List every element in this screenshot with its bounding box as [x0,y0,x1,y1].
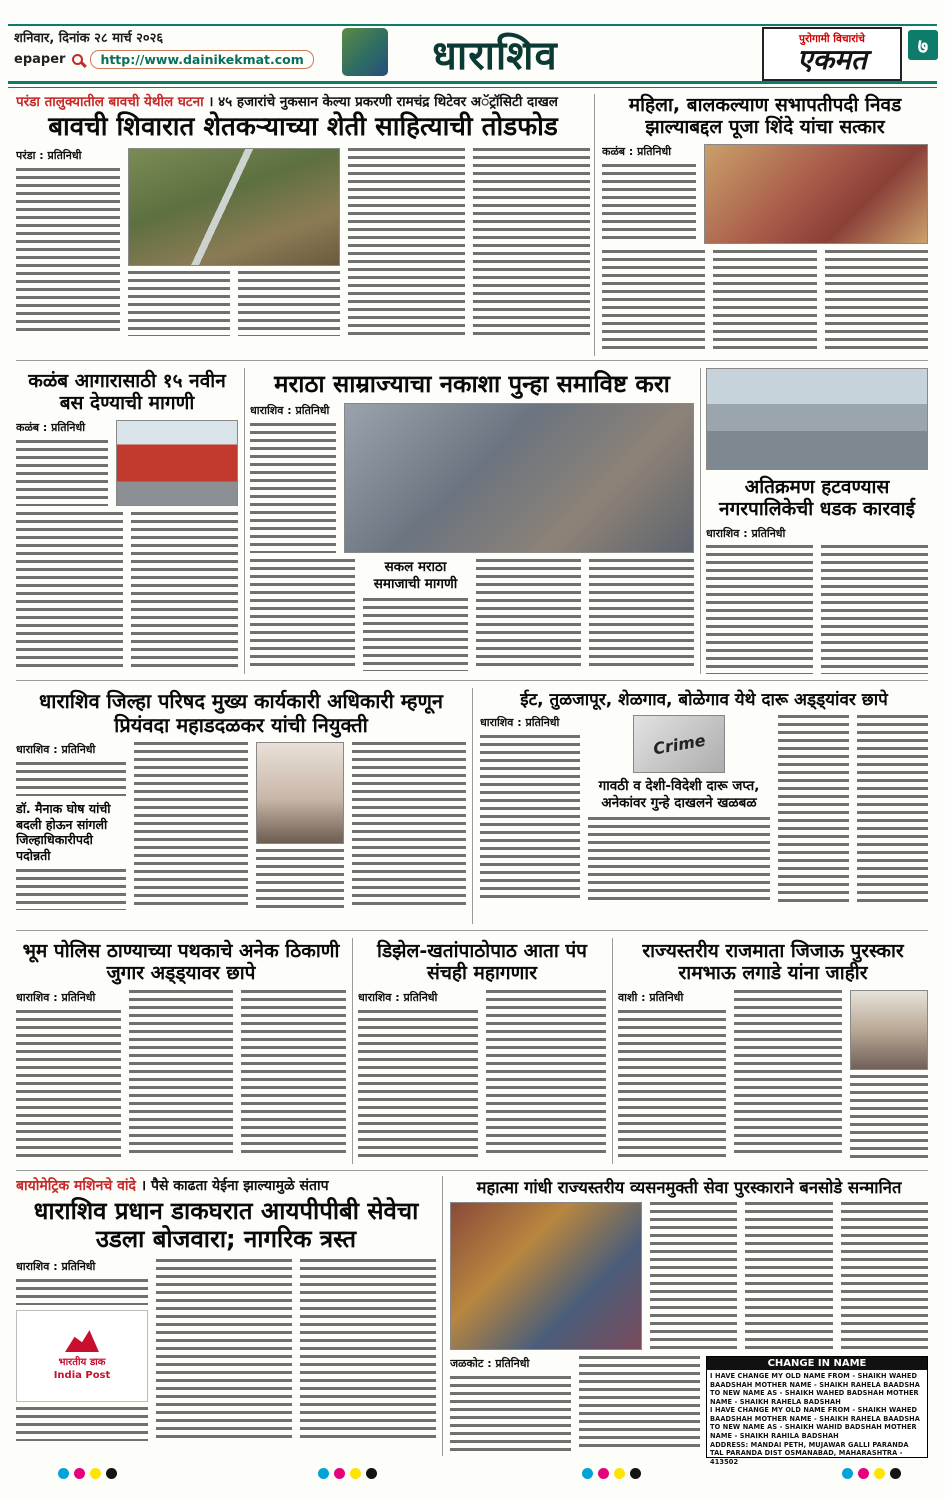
article-kalamb-bus-demand[interactable] [16,368,238,674]
registration-marks [582,1468,641,1479]
body-text-block [352,742,466,910]
body-text-block [363,598,468,671]
india-post-emblem-icon [65,1330,99,1352]
body-text-block [129,990,234,1158]
body-text-block [476,559,581,671]
subheadline: डॉ. मैनाक घोष यांची बदली होऊन सांगली जिल्हाधिकारीपदी पदोन्नती [16,801,111,864]
separator [472,688,473,924]
body-text-block [16,168,120,336]
byline: धाराशिव : प्रतिनिधी [358,990,438,1004]
farm-field-photo [128,148,340,266]
byline: कळंब : प्रतिनिधी [16,420,86,434]
street-photo [706,368,928,470]
separator [244,368,245,674]
body-text-block [241,990,346,1158]
date-line: शनिवार, दिनांक २८ मार्च २०२६ [14,31,164,46]
body-text-block [16,440,108,506]
headline: धाराशिव प्रधान डाकघरात आयपीपीबी सेवेचा उडला बोजवारा; नागरिक त्रस्त [33,1197,419,1254]
delegation-photo [344,403,694,553]
india-post-english-label: India Post [53,1370,111,1382]
headline: ईट, तुळजापूर, शेळगाव, बोळेगाव येथे दारू अड्ड्यांवर छापे [520,690,888,710]
notice-entry: I HAVE CHANGE MY OLD NAME FROM - SHAIKH WAHED BAADSHAH MOTHER NAME - SHAIKH RAHELA BAADSHA TO NEW NAME AS - SHAIKH WAHED BADSHAH MOTHER NAME - SHAIKH RAHELA BADSHAH [710,1372,920,1406]
epaper-label: epaper [14,52,66,67]
body-text-block [734,990,842,1158]
registration-mark [366,1468,377,1479]
body-text-block [16,512,123,670]
article-bavchi-todfod[interactable] [16,92,590,356]
header-rule-bottom-thin [8,87,937,88]
body-text-block [358,1010,478,1158]
body-text-block [250,559,355,671]
article-pooja-shinde-satkar[interactable] [602,92,928,356]
masthead-title: धाराशिव [432,33,558,79]
india-post-hindi-label: भारतीय डाक [58,1357,106,1369]
body-text-block [300,1259,436,1441]
registration-marks [58,1468,117,1479]
body-text-block [825,250,928,354]
byline: कळंब : प्रतिनिधी [602,144,672,158]
byline: धाराशिव : प्रतिनिधी [480,716,560,730]
body-text-block [602,164,696,244]
registration-marks [318,1468,377,1479]
body-text-block [256,849,344,910]
headline: भूम पोलिस ठाण्याच्या पथकाचे अनेक ठिकाणी जुगार अड्ड्यावर छापे [22,940,340,985]
registration-mark [614,1468,625,1479]
headline: अतिक्रमण हटवण्यास नगरपालिकेची धडक कारवाई [719,476,915,521]
headline: धाराशिव जिल्हा परिषद मुख्य कार्यकारी अधिकारी म्हणून प्रियंवदा महाडदळकर यांची नियुक्ती [38,689,444,737]
body-text-block [778,715,849,903]
india-post-logo [16,1310,148,1402]
separator [16,1170,928,1171]
article-pump-price-hike[interactable] [358,938,606,1164]
body-text-block [131,512,238,670]
subheadline: सकल मराठा समाजाची मागणी [373,559,458,593]
notice-title: CHANGE IN NAME [707,1357,927,1370]
registration-marks [842,1468,901,1479]
registration-mark [58,1468,69,1479]
body-text-block [16,1010,121,1158]
body-text-block [579,1356,700,1452]
body-text-block [16,762,126,796]
body-text-block [128,271,230,336]
byline: जळकोट : प्रतिनिधी [450,1357,530,1371]
registration-mark [874,1468,885,1479]
body-text-block [602,250,705,354]
body-text-block [589,559,694,671]
registration-mark [582,1468,593,1479]
registration-mark [90,1468,101,1479]
article-bhum-gambling-raid[interactable] [16,938,346,1164]
body-text-block [713,250,816,354]
body-text-block [821,545,928,674]
body-text-block [450,1376,571,1452]
body-text-block [650,1202,737,1350]
article-liquor-raid[interactable] [480,688,928,924]
headline: डिझेल-खतांपाठोपाठ आता पंप संचही महागणार [377,940,587,985]
awardee-portrait-photo [850,990,928,1070]
article-atikraman-karvai[interactable] [706,368,928,674]
separator [16,360,928,361]
article-post-office-ippb[interactable] [16,1176,436,1458]
byline: वाशी : प्रतिनिधी [618,990,684,1004]
bus-photo [116,420,238,506]
separator [352,938,353,1164]
brand-name: एकमत [797,43,867,77]
kicker [16,1176,436,1195]
article-zp-ceo-appointment[interactable] [16,688,466,924]
body-text-block [348,148,465,336]
separator [16,930,928,931]
registration-mark [858,1468,869,1479]
kicker-highlight: बायोमेट्रिक मशिनचे वांदे [16,1178,136,1194]
byline: धाराशिव : प्रतिनिधी [16,990,96,1004]
page-number: ७ [908,30,938,60]
subheadline: गावठी व देशी-विदेशी दारू जप्त, अनेकांवर गुन्हे दाखलने खळबळ [598,778,760,811]
byline: परंडा : प्रतिनिधी [16,148,82,162]
byline: धाराशिव : प्रतिनिधी [250,404,330,418]
header-rule-bottom [8,81,937,84]
registration-mark [630,1468,641,1479]
notice-body [707,1370,927,1468]
registration-mark [350,1468,361,1479]
body-text-block [480,735,580,903]
kicker-rest: । पैसे काढता येईना झाल्यामुळे संताप [140,1178,329,1194]
headline: महात्मा गांधी राज्यस्तरीय व्यसनमुक्ती सेवा पुरस्काराने बनसोडे सन्मानित [476,1178,902,1197]
body-text-block [745,1202,832,1350]
body-text-block [857,715,928,903]
body-text-block [618,1010,726,1158]
body-text-block [16,1407,148,1441]
article-jijau-award[interactable] [618,938,928,1164]
brand-box [762,27,902,81]
officer-portrait-photo [256,742,344,844]
registration-mark [890,1468,901,1479]
notice-entry: I HAVE CHANGE MY OLD NAME FROM - SHAIKH WAHED BAADSHAH MOTHER NAME - SHAIKH RAHELA BAADSHA TO NEW NAME AS - SHAIKH WAHID BADSHAH MOTHER NAME - SHAIKH RAHILA BADSHAH [710,1406,920,1440]
kicker-rest: । ४५ हजारांचे नुकसान केल्या प्रकरणी रामचंद्र थिटेवर अॅट्रॉसिटी दाखल [208,94,558,110]
byline: धाराशिव : प्रतिनिधी [16,1259,96,1273]
byline: धाराशिव : प्रतिनिधी [706,526,786,540]
separator [16,680,928,681]
masthead-logo [342,28,388,76]
change-in-name-notice[interactable] [706,1356,928,1466]
crime-graphic-label: Crime [651,730,707,758]
kicker-highlight: परंडा तालुक्यातील बावची येथील घटना [16,94,204,110]
headline: कळंब आगारासाठी १५ नवीन बस देण्याची मागणी [28,370,226,415]
body-text-block [473,148,590,336]
award-ceremony-photo [450,1202,642,1350]
byline: धाराशिव : प्रतिनिधी [16,743,96,757]
headline: मराठा साम्राज्याचा नकाशा पुन्हा समाविष्ट करा [274,370,670,398]
registration-mark [74,1468,85,1479]
registration-mark [106,1468,117,1479]
headline: बावची शिवारात शेतकऱ्याच्या शेती साहित्याची तोडफोड [48,112,558,142]
article-maratha-map[interactable] [250,368,694,674]
headline: राज्यस्तरीय राजमाता जिजाऊ पुरस्कार रामभाऊ लगाडे यांना जाहीर [642,940,904,985]
felicitation-photo [704,144,928,244]
registration-mark [842,1468,853,1479]
body-text-block [850,1075,928,1158]
body-text-block [156,1259,292,1441]
body-text-block [250,423,336,553]
epaper-row [14,50,314,69]
separator [700,368,701,674]
headline: महिला, बालकल्याण सभापतीपदी निवड झाल्याबद्दल पूजा शिंदे यांचा सत्कार [628,94,902,139]
kicker [16,92,590,110]
crime-graphic [633,715,725,773]
body-text-block [134,742,248,910]
body-text-block [16,1279,148,1305]
registration-mark [318,1468,329,1479]
body-text-block [486,990,606,1158]
body-text-block [841,1202,928,1350]
search-icon[interactable] [72,54,83,65]
brand-tagline: पुरोगामी विचारांचे [799,32,865,45]
notice-address: ADDRESS: MANDAI PETH, MUJAWAR GALLI PARANDA TAL PARANDA DIST OSMANABAD, MAHARASHTRA - 413502 [710,1440,909,1466]
body-text-block [238,271,340,336]
body-text-block [16,869,126,911]
registration-mark [334,1468,345,1479]
registration-mark [598,1468,609,1479]
separator [612,938,613,1164]
body-text-block [588,817,770,903]
website-link[interactable]: http://www.dainikekmat.com [90,50,313,69]
separator [594,94,595,356]
body-text-block [706,545,813,674]
separator [442,1176,443,1456]
